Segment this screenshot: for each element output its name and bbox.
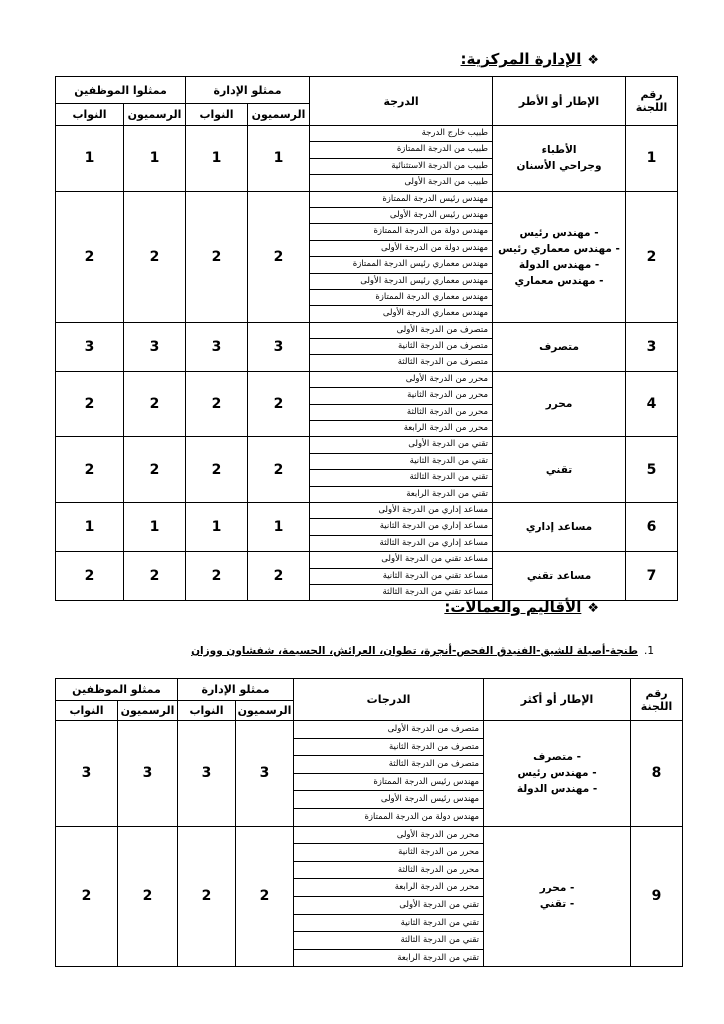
grade-line: تقني من الدرجة الأولى	[310, 437, 492, 453]
admin-official-count: 2	[236, 826, 294, 967]
header-staff-official: الرسميون	[118, 701, 178, 721]
admin-official-count: 2	[248, 437, 310, 503]
frame-line: محرر	[545, 398, 573, 411]
grade-line: تقني من الدرجة الثالثة	[310, 470, 492, 486]
grade-line: محرر من الدرجة الأولى	[310, 372, 492, 388]
grade-line: محرر من الدرجة الثالثة	[294, 862, 483, 880]
grade-line: متصرف من الدرجة الأولى	[310, 323, 492, 339]
frame-line: مساعد إداري	[525, 521, 593, 534]
admin-official-count: 3	[248, 322, 310, 371]
admin-official-count: 2	[248, 371, 310, 437]
grade-line: طبيب من الدرجة الأولى	[404, 177, 489, 188]
staff-official-count: 3	[118, 721, 178, 827]
frame-line: - تقني	[539, 898, 575, 911]
staff-deputies-count: 2	[56, 371, 124, 437]
header-staff-deputies: النواب	[56, 104, 124, 126]
committee-number: 9	[631, 826, 683, 967]
grades-cell	[310, 126, 493, 192]
grade-line: تقني من الدرجة الرابعة	[406, 488, 489, 499]
grade-line: تقني من الدرجة الثانية	[310, 454, 492, 470]
diamond-bullet-icon: ❖	[587, 53, 599, 68]
grade-line: مهندس دولة من الدرجة الممتازة	[364, 811, 480, 822]
frame-cell	[493, 437, 626, 503]
frame-cell	[493, 126, 626, 192]
table-row	[56, 191, 678, 322]
header-admin-deputies: النواب	[178, 701, 236, 721]
header-frame: الإطار أو أكثر	[484, 679, 631, 721]
grades-cell	[310, 322, 493, 371]
committee-number: 6	[626, 502, 678, 551]
grade-line: متصرف من الدرجة الأولى	[294, 721, 483, 739]
grade-line: محرر من الدرجة الأولى	[294, 827, 483, 845]
grade-line: مهندس رئيس الدرجة الأولى	[310, 208, 492, 224]
section1-heading	[461, 50, 599, 68]
frame-line: الأطباء	[541, 144, 577, 157]
admin-official-count: 1	[248, 502, 310, 551]
header-frame: الإطار أو الأطر	[493, 77, 626, 126]
admin-official-count: 2	[248, 552, 310, 601]
table-row	[56, 371, 678, 437]
frame-line: - مهندس معماري رئيس	[498, 242, 620, 255]
admin-deputies-count: 2	[186, 437, 248, 503]
header-admin-deputies: النواب	[186, 104, 248, 126]
admin-deputies-count: 1	[186, 502, 248, 551]
table-row	[56, 552, 678, 601]
region-list: طنجة-أصيلة للشيق-الفنيدق الفحص-أنجرة، تطوان، العرائش، الحسيمة، شفشاون ووزان	[191, 645, 638, 657]
frame-cell	[484, 721, 631, 827]
admin-official-count: 3	[236, 721, 294, 827]
frame-cell	[484, 826, 631, 967]
table-row	[56, 502, 678, 551]
header-staff-official: الرسميون	[124, 104, 186, 126]
grade-line: محرر من الدرجة الرابعة	[403, 423, 489, 434]
section2-title: الأقاليم والعمالات:	[444, 598, 582, 616]
frame-line: - مهندس الدولة	[518, 258, 600, 271]
frame-line: وجراحي الأسنان	[516, 160, 602, 173]
admin-deputies-count: 2	[186, 552, 248, 601]
frame-line: تقني	[545, 463, 573, 476]
grades-cell	[294, 721, 484, 827]
frame-cell	[493, 322, 626, 371]
staff-deputies-count: 1	[56, 502, 124, 551]
admin-official-count: 2	[248, 191, 310, 322]
grade-line: مساعد تقني من الدرجة الأولى	[310, 552, 492, 568]
committee-number: 2	[626, 191, 678, 322]
grades-cell	[310, 437, 493, 503]
grade-line: مساعد إداري من الدرجة الثالثة	[379, 537, 489, 548]
admin-deputies-count: 3	[186, 322, 248, 371]
section2-subheading	[191, 645, 654, 657]
staff-deputies-count: 2	[56, 826, 118, 967]
central-admin-table	[55, 76, 678, 601]
grade-line: محرر من الدرجة الثالثة	[310, 405, 492, 421]
committee-number: 1	[626, 126, 678, 192]
grades-cell	[294, 826, 484, 967]
grade-line: طبيب من الدرجة الممتازة	[310, 142, 492, 158]
header-staff-deputies: النواب	[56, 701, 118, 721]
grade-line: مساعد إداري من الدرجة الأولى	[310, 503, 492, 519]
grade-line: متصرف من الدرجة الثالثة	[397, 357, 489, 368]
staff-official-count: 1	[124, 126, 186, 192]
admin-deputies-count: 2	[178, 826, 236, 967]
section1-title: الإدارة المركزية:	[460, 50, 582, 68]
grade-line: مساعد إداري من الدرجة الثانية	[310, 519, 492, 535]
grade-line: مهندس دولة من الدرجة الممتازة	[310, 224, 492, 240]
admin-deputies-count: 1	[186, 126, 248, 192]
grade-line: مهندس رئيس الدرجة الأولى	[294, 791, 483, 809]
grade-line: محرر من الدرجة الرابعة	[294, 879, 483, 897]
grade-line: تقني من الدرجة الأولى	[294, 897, 483, 915]
frame-line: - محرر	[539, 882, 575, 895]
staff-deputies-count: 2	[56, 437, 124, 503]
grades-cell	[310, 371, 493, 437]
header-grade: الدرجة	[310, 77, 493, 126]
grade-line: تقني من الدرجة الثانية	[294, 915, 483, 933]
staff-deputies-count: 2	[56, 191, 124, 322]
frame-line: متصرف	[539, 340, 579, 353]
frame-cell	[493, 371, 626, 437]
section2-heading	[444, 598, 599, 616]
header-committee-no: رقم اللجنة	[631, 679, 683, 721]
grade-line: محرر من الدرجة الثانية	[310, 388, 492, 404]
diamond-bullet-icon: ❖	[587, 601, 599, 616]
staff-official-count: 2	[118, 826, 178, 967]
grade-line: طبيب من الدرجة الاستثنائية	[310, 159, 492, 175]
grade-line: مهندس رئيس الدرجة الممتازة	[310, 192, 492, 208]
header-admin-reps: ممثلو الإدارة	[186, 77, 310, 104]
header-admin-official: الرسميون	[248, 104, 310, 126]
committee-number: 8	[631, 721, 683, 827]
admin-official-count: 1	[248, 126, 310, 192]
frame-line: - مهندس رئيس	[517, 767, 597, 780]
header-committee-no: رقم اللجنة	[626, 77, 678, 126]
header-grade: الدرجات	[294, 679, 484, 721]
header-admin-official: الرسميون	[236, 701, 294, 721]
frame-line: - مهندس رئيس	[519, 226, 599, 239]
committee-number: 4	[626, 371, 678, 437]
admin-deputies-count: 2	[186, 191, 248, 322]
grade-line: تقني من الدرجة الرابعة	[397, 952, 480, 963]
grade-line: مهندس معماري رئيس الدرجة الممتازة	[310, 257, 492, 273]
frame-line: - مهندس معماري	[514, 274, 604, 287]
grade-line: متصرف من الدرجة الثانية	[294, 739, 483, 757]
regions-table	[55, 678, 683, 967]
committee-number: 5	[626, 437, 678, 503]
admin-deputies-count: 2	[186, 371, 248, 437]
staff-official-count: 1	[124, 502, 186, 551]
header-staff-reps: ممثلوا الموظفين	[56, 77, 186, 104]
grade-line: متصرف من الدرجة الثالثة	[294, 756, 483, 774]
grade-line: مهندس دولة من الدرجة الأولى	[310, 241, 492, 257]
frame-cell	[493, 502, 626, 551]
grade-line: متصرف من الدرجة الثانية	[310, 339, 492, 355]
frame-cell	[493, 552, 626, 601]
staff-official-count: 3	[124, 322, 186, 371]
grade-line: تقني من الدرجة الثالثة	[294, 932, 483, 950]
header-admin-reps: ممثلو الإدارة	[178, 679, 294, 701]
grades-cell	[310, 191, 493, 322]
grades-cell	[310, 502, 493, 551]
grade-line: مهندس معماري الدرجة الأولى	[382, 308, 489, 319]
grades-cell	[310, 552, 493, 601]
staff-official-count: 2	[124, 191, 186, 322]
staff-deputies-count: 1	[56, 126, 124, 192]
committee-number: 3	[626, 322, 678, 371]
grade-line: طبيب خارج الدرجة	[310, 126, 492, 142]
grade-line: مساعد تقني من الدرجة الثانية	[310, 569, 492, 585]
committee-number: 7	[626, 552, 678, 601]
staff-deputies-count: 3	[56, 322, 124, 371]
header-staff-reps: ممثلو الموظفين	[56, 679, 178, 701]
staff-official-count: 2	[124, 371, 186, 437]
grade-line: مهندس معماري رئيس الدرجة الأولى	[310, 274, 492, 290]
staff-official-count: 2	[124, 437, 186, 503]
table-row	[56, 126, 678, 192]
frame-line: - متصرف	[533, 751, 581, 764]
grade-line: مهندس معماري الدرجة الممتازة	[310, 290, 492, 306]
table-row	[56, 721, 683, 827]
frame-line: - مهندس الدولة	[516, 783, 598, 796]
frame-cell	[493, 191, 626, 322]
staff-official-count: 2	[124, 552, 186, 601]
staff-deputies-count: 3	[56, 721, 118, 827]
grade-line: مهندس رئيس الدرجة الممتازة	[294, 774, 483, 792]
table-row	[56, 322, 678, 371]
list-number: 1.	[643, 645, 654, 657]
frame-line: مساعد تقني	[526, 570, 592, 583]
grade-line: محرر من الدرجة الثانية	[294, 844, 483, 862]
grade-line: مساعد تقني من الدرجة الثالثة	[382, 586, 489, 597]
staff-deputies-count: 2	[56, 552, 124, 601]
table-row	[56, 437, 678, 503]
admin-deputies-count: 3	[178, 721, 236, 827]
table-row	[56, 826, 683, 967]
